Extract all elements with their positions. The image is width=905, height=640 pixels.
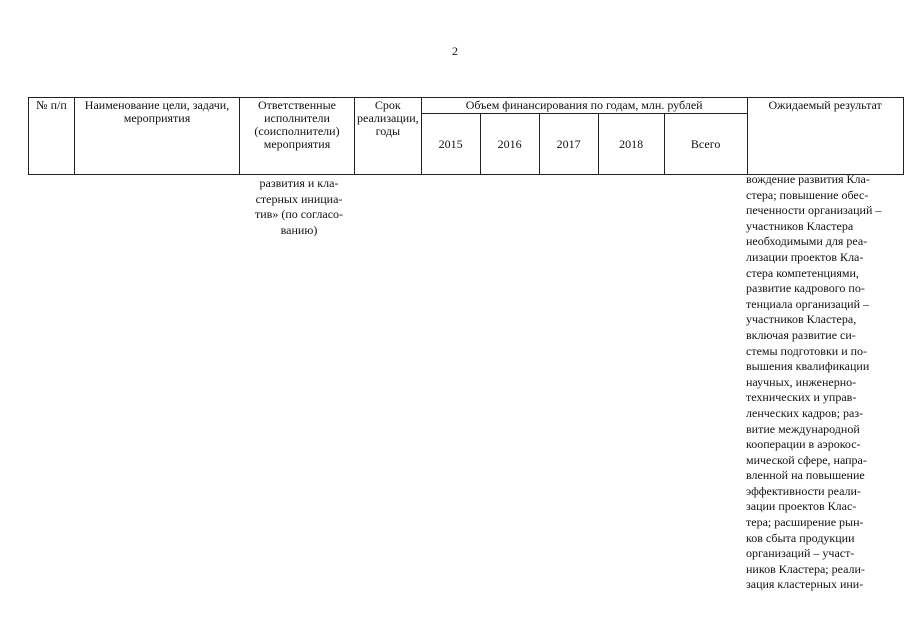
header-term: Срок реализации, годы [355, 98, 422, 175]
text-line: ников Кластера; реали- [746, 561, 865, 576]
text-line: лизации проектов Кла- [746, 249, 864, 264]
text-line: стемы подготовки и по- [746, 343, 868, 358]
text-line: развития и кла- [259, 176, 339, 190]
header-name: Наименование цели, задачи, мероприятия [75, 98, 240, 175]
text-line: витие международной [746, 421, 860, 436]
text-line: тенциала организаций – [746, 296, 870, 311]
header-year-2017: 2017 [539, 114, 598, 175]
text-line: тив» (по согласо- [254, 207, 344, 222]
header-funding: Объем финансирования по годам, млн. рублей [421, 98, 747, 114]
header-number: № п/п [29, 98, 75, 175]
text-line: развитие кадрового по- [746, 281, 865, 296]
text-line: тера; расширение рын- [746, 515, 864, 530]
program-table [28, 97, 904, 175]
text-line: научных, инженерно- [746, 374, 857, 389]
header-total: Всего [664, 114, 747, 175]
text-line: эффективности реали- [746, 483, 861, 498]
text-line: технических и управ- [746, 390, 857, 405]
page-number: 2 [452, 44, 458, 58]
text-line: кооперации в аэрокос- [746, 437, 861, 452]
header-year-2016: 2016 [480, 114, 539, 175]
text-line: мической сфере, напра- [746, 452, 867, 467]
text-line: стера компетенциями, [746, 265, 859, 280]
header-year-2015: 2015 [421, 114, 480, 175]
text-line: стерных инициа- [255, 191, 343, 206]
text-line: стера; повышение обес- [746, 187, 869, 202]
header-year-2018: 2018 [598, 114, 664, 175]
text-line: зации проектов Клас- [746, 499, 857, 514]
text-line: вышения квалификации [746, 359, 870, 374]
text-line: участников Кластера [746, 218, 854, 233]
text-line: участников Кластера, [746, 312, 857, 327]
text-line: организаций – участ- [746, 546, 855, 561]
result-continuation [746, 172, 892, 593]
text-line: включая развитие си- [746, 327, 856, 342]
text-line: ванию) [280, 222, 318, 237]
text-line: вождение развития Кла- [746, 172, 870, 186]
header-executors: Ответственные исполнители (соисполнители) мероприятия [240, 98, 355, 175]
text-line: ленческих кадров; раз- [746, 405, 864, 420]
text-line: необходимыми для реа- [746, 234, 868, 249]
executors-continuation [240, 176, 358, 238]
text-line: печенности организаций – [746, 203, 882, 218]
text-line: зация кластерных ини- [746, 577, 864, 592]
text-line: ков сбыта продукции [746, 530, 855, 545]
header-result: Ожидаемый результат [747, 98, 903, 175]
text-line: вленной на повышение [746, 468, 865, 483]
